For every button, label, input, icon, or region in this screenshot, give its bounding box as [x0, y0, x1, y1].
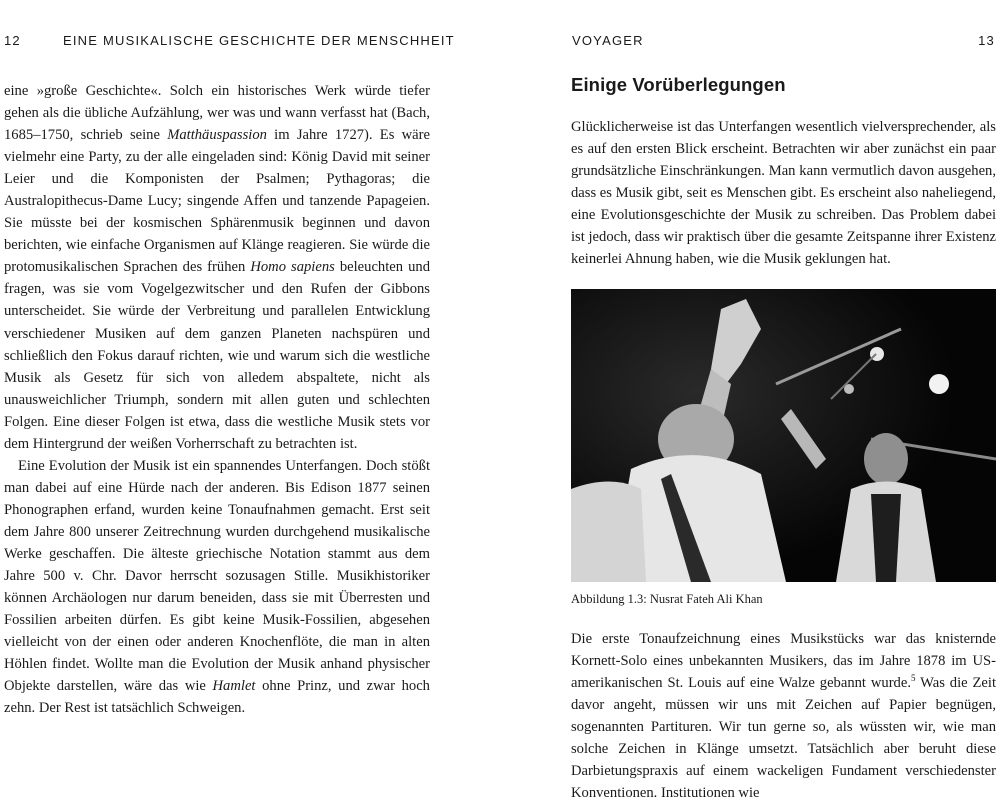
paragraph [4, 455, 430, 720]
text-run: Glücklicherweise ist das Unterfangen wesentlich vielversprechender, als es auf den ersten Blick erscheint. Betrachten wir aber zunächst ein paar grundsätzliche Einschränkungen. Man kann vermutlich davon ausgehen, dass es Musik gibt, seit es Menschen gibt. Es erscheint also naheliegend, eine Evolutionsgeschichte der Musik zu schreiben. Das Problem dabei ist jedoch, dass wir praktisch über die gesamte Zeitspanne ihrer Existenz keinerlei Ahnung haben, wie die Musik geklungen hat. [571, 119, 996, 268]
text-run: Eine Evolution der Musik ist ein spannendes Unterfangen. Doch stößt man dabei auf eine Hürde nach der anderen. Bis Edison 1877 seinen Phonographen erfand, wurden keine Tonaufnahmen gemacht. Erst seit dem Jahre 800 unserer Zeitrechnung wurden durchgehend musikalische Werke geschaffen. Die älteste griechische Notation stammt aus dem Jahre 500 v. Chr. Davor herrscht sozusagen Stille. Musikhistoriker können Archäologen nur darum beneiden, dass sie mit Überresten und Fossilien arbeiten dürfen. Es gibt keine Musik-Fossilien, abgesehen vielleicht von der einen oder anderen Knochenflöte, die man in alten Höhlen findet. Wollte man die Evolution der Musik anhand physischer Objekte darstellen, wäre das wie [4, 457, 430, 695]
section-title: Einige Vorüberlegungen [571, 74, 786, 95]
intro-body-text [571, 116, 996, 270]
paragraph [4, 80, 430, 455]
paragraph [571, 116, 996, 270]
italic-title: Homo sapiens [250, 259, 335, 276]
text-run: eine »große Geschichte«. Solch ein historisches Werk würde tiefer gehen als die übliche Aufzählung, wer was und wann verfasst hat (Bach, 1685–1750, schrieb seine [4, 83, 430, 144]
italic-title: Matthäuspassion [167, 127, 267, 144]
musician-head [864, 433, 908, 485]
text-run: ohne Prinz, und zwar hoch zehn. Der Rest ist tatsächlich Schweigen. [4, 678, 430, 717]
text-run: beleuchten und fragen, was sie vom Vogelgezwitscher und den Rufen der Gibbons unterscheidet. Sie würde der Verbreitung und parallelen Entwicklung verschiedener Musiken auf dem ganzen Planeten nachspüren und schließlich den Fokus darauf richten, wie und warum sich die westliche Musik als Gesetz für sich von alledem abspaltete, nicht als unausweichlicher Triumph, sondern mit allen guten und schlechten Folgen. Eine dieser Folgen ist etwa, dass die westliche Musik stets vor dem Hintergrund der weißen Vorherrschaft zu betrachten ist. [4, 259, 430, 452]
concert-photo-illustration [571, 289, 996, 582]
text-run: im Jahre 1727). Es wäre vielmehr eine Party, zu der alle eingeladen sind: König David mit seiner Leier und die Komponisten der Psalmen; Pythagoras; die Australopithecus-Dame Lucy; singende Affen und tanzende Papageien. Sie müsste bei der kosmischen Sphärenmusik beginnen und davon berichten, wie einfache Organismen auf Klänge reagieren. Sie würde die protomusikalischen Sprachen des frühen [4, 127, 430, 276]
paragraph [571, 628, 996, 804]
running-head-right: VOYAGER [572, 33, 644, 48]
after-figure-body-text [571, 628, 996, 804]
italic-title: Hamlet [212, 678, 256, 695]
page-number-left: 12 [4, 33, 21, 48]
page-number-right: 13 [978, 33, 995, 48]
running-head-left: EINE MUSIKALISCHE GESCHICHTE DER MENSCHHEIT [63, 33, 455, 48]
text-run: Was die Zeit davor angeht, müssen wir uns mit Zeichen auf Papier begnügen, sogenannten Partituren. Wir tun gerne so, als wüssten wir, wie man solche Zeichen in Klänge umsetzt. Tatsächlich aber beruht diese Darbietungspraxis auf einem wackeligen Fundament verschiedenster Konventionen. Institutionen wie [571, 675, 996, 802]
footnote-marker: 5 [910, 673, 916, 684]
stage-light [929, 374, 949, 394]
left-body-text [4, 80, 430, 719]
figure-photo [571, 289, 996, 582]
figure-caption: Abbildung 1.3: Nusrat Fateh Ali Khan [571, 592, 763, 606]
text-run: Die erste Tonaufzeichnung eines Musikstücks war das knisternde Kornett-Solo eines unbekannten Musikers, das im Jahre 1878 im US-amerikanischen St. Louis auf eine Walze gebannt wurde. [571, 631, 996, 692]
